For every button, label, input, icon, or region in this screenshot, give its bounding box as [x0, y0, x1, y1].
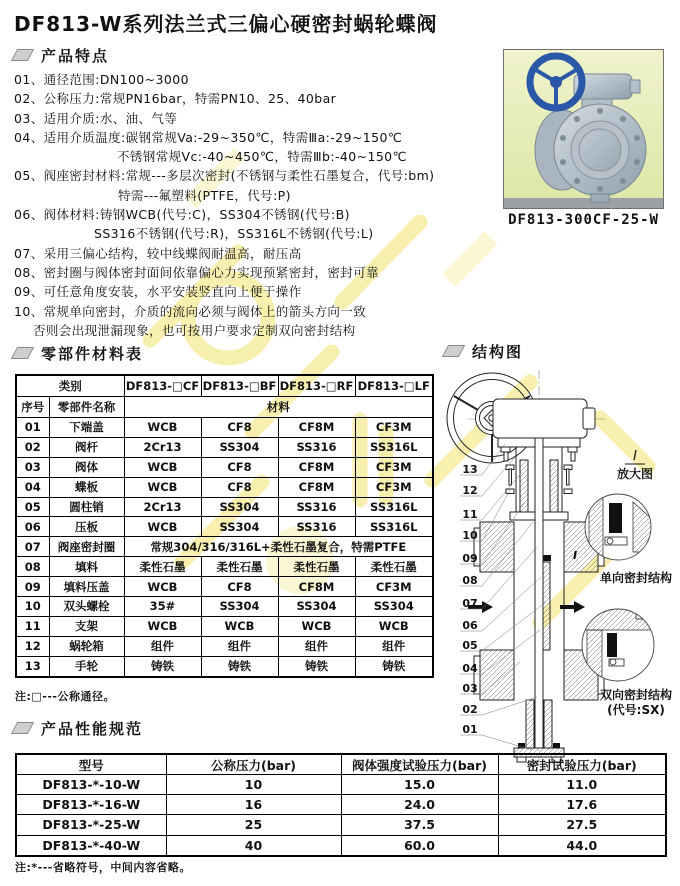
svg-text:双向密封结构: 双向密封结构 — [599, 688, 673, 702]
perf-table-cell: 27.5 — [498, 815, 666, 835]
parts-table-cell: SS316 — [278, 497, 355, 517]
valve-body-photo — [530, 56, 646, 202]
perf-table-cell: DF813-*-16-W — [16, 795, 166, 815]
flow-arrows — [468, 601, 585, 613]
perf-table-cell: DF813-*-10-W — [16, 775, 166, 795]
parts-table-cell: WCB — [124, 616, 201, 636]
part-number-label: 11 — [462, 508, 478, 521]
perf-header-row — [16, 754, 666, 775]
perf-table-row — [16, 835, 666, 856]
structure-section-heading — [445, 342, 523, 360]
parts-table-cell: 柔性石墨 — [124, 557, 201, 577]
parts-table-cell: 02 — [16, 437, 49, 457]
perf-table-row — [16, 775, 666, 795]
parts-table-cell: SS304 — [201, 597, 278, 617]
part-number-label: 09 — [462, 552, 478, 565]
product-photo — [503, 49, 664, 209]
feature-item: 05、阀座密封材料:常规---多层次密封(不锈钢与柔性石墨复合，代号:bm) — [14, 168, 435, 184]
parts-table-cell: SS316L — [355, 497, 433, 517]
parts-table-row — [16, 418, 433, 438]
parts-header-cell: 序号 — [16, 397, 49, 418]
parts-table-cell: SS316 — [278, 517, 355, 537]
feature-item: 08、密封圈与阀体密封面间依靠偏心力实现预紧密封，密封可靠 — [14, 264, 380, 280]
parts-table-cell: 填料压盖 — [49, 577, 124, 597]
part-number-label: 01 — [462, 723, 478, 736]
parts-table-cell: 2Cr13 — [124, 497, 201, 517]
perf-table-row — [16, 795, 666, 815]
parts-table-cell: 组件 — [278, 636, 355, 656]
parts-table-cell: 11 — [16, 616, 49, 636]
perf-header-cell: 公称压力(bar) — [166, 754, 341, 775]
feature-item: 特需---氟塑料(PTFE，代号:P) — [118, 187, 291, 203]
perf-table-cell: 15.0 — [341, 775, 498, 795]
photo-caption: DF813-300CF-25-W — [508, 212, 659, 228]
detail-ref-marker: I — [573, 549, 578, 562]
perf-table-cell: 16 — [166, 795, 341, 815]
parts-table-cell: 支架 — [49, 616, 124, 636]
parts-table-cell: 08 — [16, 557, 49, 577]
parts-table-cell: CF8 — [201, 477, 278, 497]
parts-table-cell: 蝶板 — [49, 477, 124, 497]
parts-table-cell: 铸铁 — [355, 656, 433, 676]
svg-text:单向密封结构: 单向密封结构 — [599, 571, 673, 585]
section-title: 产品性能规范 — [41, 719, 144, 738]
features-section-heading — [14, 46, 109, 64]
parts-table-row — [16, 477, 433, 497]
valve-body-drawing — [474, 438, 604, 762]
part-number-label: 08 — [462, 574, 478, 587]
perf-table-cell: DF813-*-40-W — [16, 835, 166, 856]
parts-table-row — [16, 457, 433, 477]
feature-item: 09、可任意角度安装，水平安装竖直向上便于操作 — [14, 284, 302, 300]
parts-table-cell: CF8M — [278, 418, 355, 438]
feature-item: 03、适用介质:水、油、气等 — [14, 110, 178, 126]
parts-table-row — [16, 636, 433, 656]
parts-table-note: 注:□---公称通径。 — [15, 690, 115, 703]
parts-section-heading — [14, 344, 143, 362]
section-title: 结构图 — [472, 342, 524, 361]
parts-table-row — [16, 577, 433, 597]
parts-table-row — [16, 656, 433, 676]
parts-table-cell: WCB — [124, 457, 201, 477]
feature-item: 01、通径范围:DN100~3000 — [14, 72, 189, 87]
parts-table-cell: 柔性石墨 — [278, 557, 355, 577]
part-number-label: 12 — [462, 484, 478, 497]
structure-drawing — [440, 362, 680, 772]
parts-table-cell: 阀杆 — [49, 437, 124, 457]
parts-table-cell: 手轮 — [49, 656, 124, 676]
section-marker-icon — [442, 345, 465, 357]
parts-table-cell: 圆柱销 — [49, 497, 124, 517]
parts-header-cell: DF813-□LF — [355, 375, 433, 397]
perf-table-cell: DF813-*-25-W — [16, 815, 166, 835]
parts-table-cell: WCB — [278, 616, 355, 636]
parts-header-row-1 — [16, 375, 433, 397]
svg-text:I: I — [633, 449, 637, 464]
parts-table-cell: 06 — [16, 517, 49, 537]
parts-table-cell: SS304 — [201, 517, 278, 537]
feature-item: 06、阀体材料:铸钢WCB(代号:C)，SS304不锈钢(代号:B) — [14, 207, 350, 223]
parts-table-cell: SS304 — [201, 437, 278, 457]
parts-table-cell: SS304 — [201, 497, 278, 517]
section-marker-icon — [11, 347, 34, 359]
parts-table-row — [16, 616, 433, 636]
parts-table-row — [16, 517, 433, 537]
parts-table-row — [16, 437, 433, 457]
parts-table-row — [16, 497, 433, 517]
parts-header-cell: 类别 — [16, 375, 124, 397]
section-marker-icon — [11, 722, 34, 734]
parts-table-cell: 铸铁 — [201, 656, 278, 676]
parts-table-cell: WCB — [355, 616, 433, 636]
part-number-label: 04 — [462, 662, 478, 675]
performance-table — [15, 753, 667, 857]
page-title: DF813-W系列法兰式三偏心硬密封蜗轮蝶阀 — [14, 12, 438, 36]
section-title: 产品特点 — [41, 46, 110, 65]
part-number-label: 05 — [462, 639, 478, 652]
parts-table-cell: 双头螺栓 — [49, 597, 124, 617]
parts-table-cell: 01 — [16, 418, 49, 438]
parts-table-cell: CF3M — [355, 418, 433, 438]
part-number-label: 06 — [462, 619, 478, 632]
parts-table-cell: SS304 — [278, 597, 355, 617]
parts-table-cell: CF8 — [201, 577, 278, 597]
feature-item: SS316不锈钢(代号:R)，SS316L不锈钢(代号:L) — [94, 226, 374, 242]
parts-header-cell: DF813-□RF — [278, 375, 355, 397]
part-number-label: 02 — [462, 703, 478, 716]
parts-table-cell: 10 — [16, 597, 49, 617]
part-number-label: 13 — [462, 463, 478, 476]
parts-table-row — [16, 557, 433, 577]
parts-table-cell: WCB — [124, 517, 201, 537]
parts-header-cell: 材料 — [124, 397, 433, 418]
section-marker-icon — [11, 49, 34, 61]
parts-table-cell: WCB — [124, 577, 201, 597]
performance-section-heading — [14, 719, 143, 737]
part-number-label: 10 — [462, 529, 478, 542]
feature-item: 04、适用介质温度:碳钢常规Va:-29~350℃，特需Ⅲa:-29~150℃ — [14, 129, 403, 145]
parts-table-cell: 05 — [16, 497, 49, 517]
parts-table-cell: WCB — [124, 418, 201, 438]
parts-table-cell: CF8M — [278, 477, 355, 497]
parts-table-cell: SS316 — [278, 437, 355, 457]
part-number-label: 03 — [462, 682, 478, 695]
perf-table-cell: 10 — [166, 775, 341, 795]
parts-table-cell: 13 — [16, 656, 49, 676]
parts-table-cell: 蜗轮箱 — [49, 636, 124, 656]
feature-item: 否则会出现泄漏现象，也可按用户要求定制双向密封结构 — [33, 322, 356, 338]
parts-table-cell: SS316L — [355, 517, 433, 537]
parts-table-cell: 阀座密封圈 — [49, 537, 124, 557]
performance-table-note: 注:*---省略符号，中间内容省略。 — [15, 861, 191, 874]
parts-table-cell: 04 — [16, 477, 49, 497]
perf-header-cell: 型号 — [16, 754, 166, 775]
feature-item: 02、公称压力:常规PN16bar，特需PN10、25、40bar — [14, 91, 337, 107]
parts-table-cell: CF8M — [278, 577, 355, 597]
perf-table-cell: 11.0 — [498, 775, 666, 795]
parts-table-cell: SS304 — [355, 597, 433, 617]
parts-table-cell: CF8 — [201, 457, 278, 477]
feature-item: 07、采用三偏心结构，较中线蝶阀耐温高，耐压高 — [14, 245, 302, 261]
parts-table-cell: 12 — [16, 636, 49, 656]
perf-table-cell: 40 — [166, 835, 341, 856]
parts-table-cell: SS316L — [355, 437, 433, 457]
parts-table-cell: CF3M — [355, 577, 433, 597]
perf-table-cell: 44.0 — [498, 835, 666, 856]
feature-item: 10、常规单向密封，介质的流向必须与阀体上的箭头方向一致 — [14, 303, 367, 319]
valve-photo-illustration — [504, 50, 663, 208]
parts-header-cell: DF813-□BF — [201, 375, 278, 397]
parts-header-row-2 — [16, 397, 433, 418]
parts-table-cell: 组件 — [355, 636, 433, 656]
svg-text:(代号:SX): (代号:SX) — [607, 703, 665, 717]
parts-table-cell: 柔性石墨 — [355, 557, 433, 577]
parts-table-cell: 铸铁 — [124, 656, 201, 676]
parts-table-cell: WCB — [201, 616, 278, 636]
perf-table-row — [16, 815, 666, 835]
parts-table-cell: 2Cr13 — [124, 437, 201, 457]
perf-header-cell: 阀体强度试验压力(bar) — [341, 754, 498, 775]
parts-table-cell: CF8M — [278, 457, 355, 477]
parts-table-cell: 07 — [16, 537, 49, 557]
parts-table-cell: 铸铁 — [278, 656, 355, 676]
perf-header-cell: 密封试验压力(bar) — [498, 754, 666, 775]
parts-table-row — [16, 597, 433, 617]
parts-material-table — [15, 374, 434, 678]
parts-table-cell: CF3M — [355, 457, 433, 477]
parts-table-cell: 柔性石墨 — [201, 557, 278, 577]
features-list — [14, 70, 494, 340]
feature-item: 不锈钢常规Vc:-40~450℃，特需Ⅲb:-40~150℃ — [117, 149, 407, 165]
parts-table-cell: 09 — [16, 577, 49, 597]
parts-table-cell: 35# — [124, 597, 201, 617]
parts-table-cell: CF3M — [355, 477, 433, 497]
parts-table-cell: 下端盖 — [49, 418, 124, 438]
perf-table-cell: 25 — [166, 815, 341, 835]
svg-text:放大图: 放大图 — [616, 467, 654, 481]
perf-table-cell: 60.0 — [341, 835, 498, 856]
perf-table-cell: 24.0 — [341, 795, 498, 815]
parts-table-cell: 阀体 — [49, 457, 124, 477]
section-title: 零部件材料表 — [41, 344, 144, 363]
parts-table-cell: 填料 — [49, 557, 124, 577]
parts-table-cell: WCB — [124, 477, 201, 497]
parts-table-cell: 03 — [16, 457, 49, 477]
parts-table-row — [16, 537, 433, 557]
parts-table-cell: 组件 — [124, 636, 201, 656]
parts-header-cell: DF813-□CF — [124, 375, 201, 397]
perf-table-cell: 17.6 — [498, 795, 666, 815]
perf-table-cell: 37.5 — [341, 815, 498, 835]
parts-table-cell: CF8 — [201, 418, 278, 438]
parts-table-cell: 压板 — [49, 517, 124, 537]
gearbox-drawing — [493, 399, 595, 461]
parts-table-cell: 常规304/316/316L+柔性石墨复合，特需PTFE — [124, 537, 433, 557]
parts-header-cell: 零部件名称 — [49, 397, 124, 418]
parts-table-cell: 组件 — [201, 636, 278, 656]
part-number-label: 07 — [462, 597, 478, 610]
